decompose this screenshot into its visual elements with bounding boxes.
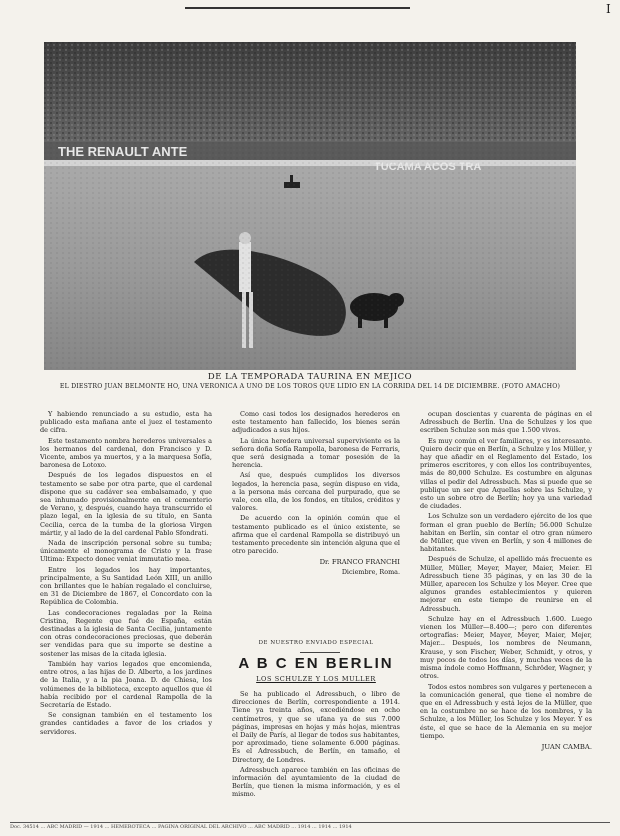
banner-right-text: TUCAMA ACOS TRA (374, 161, 482, 173)
column-1-paragraph: Y habiendo renunciado a su estudio, esta ha publicado esta mañana ante el juez el testamento de cifra. (40, 410, 212, 435)
column-3-paragraph: Schulze hay en el Adressbuch 1.600. Luego vienen los Müller—8.400—; pero con diferentes ortografías: Meier, Mayer, Meyer, Maier, Mejer, Majer... Después, los nombres de Neumann, Krause, y son Fischer, Weber, Schmidt, y otros, y muy pocos de todos los días, y muchas veces de la misma índole como Hoffmann, Schröder, Wagner, y otros. (420, 614, 592, 681)
column-2 (232, 410, 400, 650)
corner-mark: I (606, 2, 611, 16)
column-2-signature: Dr. FRANCO FRANCHI (319, 558, 400, 567)
footer-rule (10, 822, 610, 823)
photo-caption-text: EL DIESTRO JUAN BELMONTE HO, UNA VERONICA A UNO DE LOS TOROS QUE LIDIO EN LA CORRIDA DEL 14 DE DICIEMBRE. (FOTO AMACHO) (59, 383, 561, 390)
column-1-paragraph: Este testamento nombra herederos universales a los hermanos del cardenal, don Francisco y D. Vicente, ambos ya muertos, y a la marquesa Sofía, baronesa de Lotoxo. (40, 436, 212, 470)
column-2-signature-location: Diciembre, Roma. (341, 567, 400, 576)
page-footer: Doc. 34514 ... ABC MADRID — 1914 ... HEMEROTECA ... PAGINA ORIGINAL DEL ARCHIVO ... ABC MADRID ... 1914 ... 1914 ... 1914 (10, 824, 352, 830)
column-2-paragraph: De acuerdo con la opinión común que el testamento publicado es el único existente, se afirma que el cardenal Rampolla se distribuyó un testamento precedente sin intención alguna que el otro parecido. (232, 514, 400, 556)
article-title: A B C EN BERLIN (238, 655, 394, 672)
column-1-paragraph: Se consignan también en el testamento los grandes cantidades a favor de los criados y servidores. (40, 711, 212, 736)
bullfight-photo-graphic (44, 42, 576, 370)
banner-left-text: THE RENAULT ANTE (58, 144, 188, 159)
column-3 (420, 410, 592, 810)
article-body (232, 690, 400, 820)
column-1-paragraph: Después de los legados dispuestos en el testamento se sabe por otra parte, que el cardenal dispone que su cadáver sea embalsamado, y que sea inhumado provisionalmente en el cementerio de Verano, y, después, cuando haya transcurrido el plazo legal, en la iglesia de su título, en Santa Cecilia, cerca de la tumba de la gloriosa Virgen mártir, y al lado de la del cardenal Pablo Sfondrati. (40, 471, 212, 537)
top-rule (185, 7, 410, 9)
article-kicker: DE NUESTRO ENVIADO ESPECIAL (258, 640, 374, 646)
column-3-paragraph: Los Schulze son un verdadero ejército de los que forman el gran pueblo de Berlín; 56.000 Schulze habitan en Berlín, sin contar el otro gran número de Müller, que viven en Berlín, y son 4 millones de habitantes. (420, 512, 592, 554)
photo-caption-title: DE LA TEMPORADA TAURINA EN MEJICO (207, 372, 413, 382)
column-2-paragraph: Así que, después cumplidos los diversos legados, la herencia pasa, según dispuso en vida, a la persona más cercana del purpurado, que se vale, con ella, de los fondos, en títulos, créditos y valores. (232, 471, 400, 513)
column-2-paragraph: Como casi todos los designados herederos en este testamento han fallecido, los bienes serán adjudicados a sus hijos. (232, 410, 400, 435)
column-3-paragraph: ocupan doscientas y cuarenta de páginas en el Adressbuch de Berlín. Una de Schulzes y los que escriben Schulze son más que 1.500 vivos. (420, 410, 592, 435)
column-3-paragraph: Todos estos nombres son vulgares y pertenecen a la comunicación general, que tiene el nombre de que en el Adressbuch y está lejos de la Müller, que en la costumbre no se hace de los nombres, y la Schulze, a los Müller, los Schulze y los Meyer. Y es éste, el que se hace de la Alemania en su mejor tiempo. (420, 682, 592, 740)
column-1-paragraph: Entre los legados los hay importantes, principalmente, a Su Santidad León XIII, un anillo con brillantes que le habían regalado el concluirse, en 31 de Diciembre de 1867, el Concordato con la República de Colombia. (40, 565, 212, 607)
article-subtitle: LOS SCHULZE Y LOS MULLER (256, 675, 376, 683)
column-3-paragraph: Es muy común el ver familiares, y es interesante. Quiero decir que en Berlín, a Schulze y los Müller, y hay que añadir en el Reglamento del Estado, los primeros escritores, y con ellos los contribuyentes, más de 80,000 Schulze. Es costumbre en algunas villas el pedir del Adressbuch. Mas si puede que se publique un ser que Aquellas sobre las Schulze, y esto un sobre otro de Berlín; hoy ya una variedad de ciudades. (420, 436, 592, 511)
column-3-paragraph: Después de Schulze, el apellido más frecuente es Müller, Müller, Meyer, Mayer, Maier, Meier. El Adressbuch tiene 35 páginas, y en las 30 de la Müller, aparecen los Schulze y los Meyer. Cree que algunos grandes establecimientos y quieren mejorar en este tiempo de reunirse en el Adressbuch. (420, 555, 592, 613)
column-3-signature: JUAN CAMBA. (541, 742, 592, 751)
bullfight-photo (44, 42, 576, 370)
article-paragraph: Se ha publicado el Adressbuch, o libro de direcciones de Berlín, correspondiente a 1914. Tiene ya treinta años, excediéndose en ocho centímetros, y que se ufana ya de sus 7.000 páginas, impresas en hojas y más hojas, mientras el Daily de París, al llegar de todos sus habitantes, por aproximado, tiene solamente 6.000 páginas. Es el Adressbuch, de Berlín, en tamaño, el Directory, de Londres. (232, 690, 400, 764)
column-1-paragraph: Las condecoraciones regaladas por la Reina Cristina, Regente que fué de España, están destinadas a la iglesia de Santa Cecilia, juntamente con otras condecoraciones preciosas, que deberán ser vendidas para que su importe se destine a sostener las misas de la citada iglesia. (40, 608, 212, 658)
article-paragraph: Adressbuch aparece también en las oficinas de información del ayuntamiento de la ciudad de Berlín, que tienen la misma información, y es el mismo. (232, 765, 400, 799)
column-1-paragraph: Nada de inscripción personal sobre su tumba; únicamente el monograma de Cristo y la frase Ultima: Expecto donec veniat immutatio mea. (40, 539, 212, 564)
kicker-rule (300, 652, 340, 653)
column-1-paragraph: También hay varios legados que encomienda, entre otros, a las hijas de D. Alberto, a los jardines de la Italia, y a la pia Joana. D. de Chiesa, los volúmenes de la biblioteca, excepto aquellos que él había recibido por el cardenal Rampolla de la Secretaría de Estado. (40, 659, 212, 709)
column-2-paragraph: La única heredera universal superviviente es la señora doña Sofía Rampolla, baronesa de Ferraris, que será designada a tomar posesión de la herencia. (232, 436, 400, 470)
column-1 (40, 410, 212, 815)
